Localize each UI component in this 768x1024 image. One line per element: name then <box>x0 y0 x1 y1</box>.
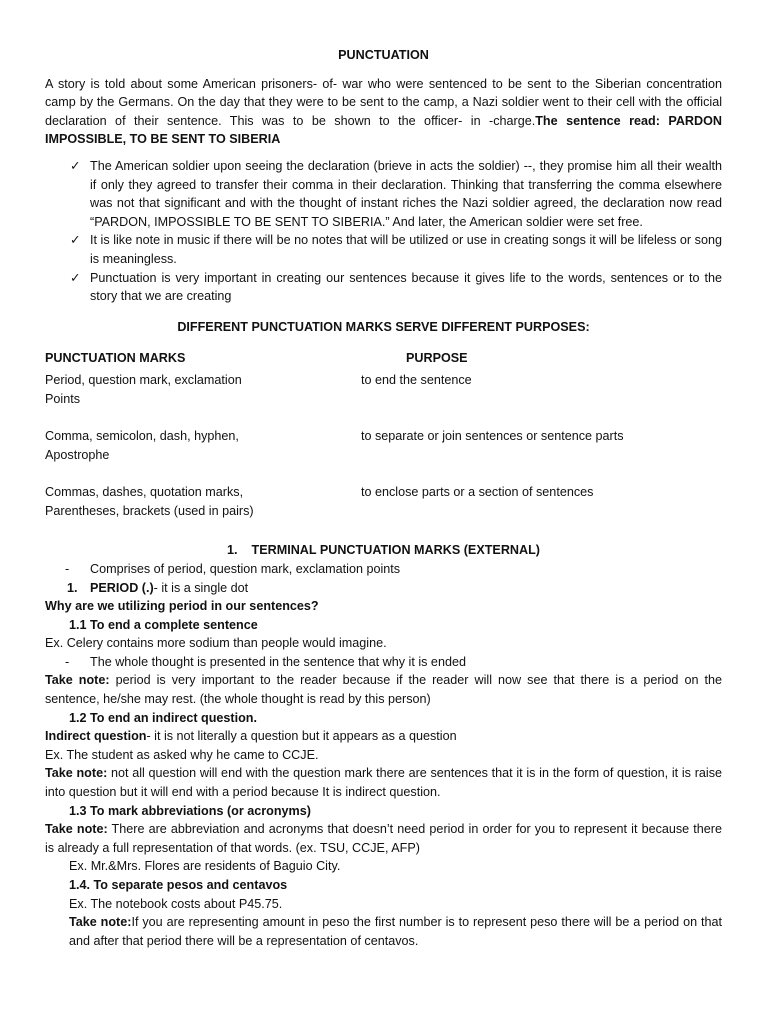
dash-item <box>45 653 722 672</box>
example-1: Ex. Celery contains more sodium than people would imagine. <box>45 636 387 651</box>
check-item-text: The American soldier upon seeing the declaration (brieve in acts the soldier) --, they promise him all their wealth if only they agreed to transfer their comma in their declaration. Thinking that transferring the comma elsewhere was not that significant and with the thought of instant riches the Nazi soldier agreed, the declaration now read “PARDON, IMPOSSIBLE TO BE SENT TO SIBERIA.” And later, the American soldier were set free. <box>90 158 722 229</box>
period-item <box>45 579 722 598</box>
check-item-text: It is like note in music if there will be no notes that will be utilized or use in creating songs it will be lifeless or song is meaningless. <box>90 233 722 266</box>
subheading: DIFFERENT PUNCTUATION MARKS SERVE DIFFERENT PURPOSES: <box>177 319 590 334</box>
take-note-3 <box>45 820 722 857</box>
subsection-1-4: 1.4. To separate pesos and centavos <box>69 878 288 892</box>
dash-bullet: - <box>65 654 70 669</box>
take-note-4 <box>45 913 722 950</box>
take-note-text: not all question will end with the question mark there are sentences that it is in the form of question, it is raise into question but it will end with a period because It is indirect question. <box>45 766 722 800</box>
check-item-text: Punctuation is very important in creating our sentences because it gives life to the words, sentences or to the story that we are creating <box>90 270 722 304</box>
check-list-item <box>45 231 722 268</box>
period-label: PERIOD (.) <box>90 580 154 595</box>
table-header-marks: PUNCTUATION MARKS <box>45 351 186 366</box>
table-header-purpose: PURPOSE <box>406 351 468 366</box>
table-cell-marks: Comma, semicolon, dash, hyphen, Apostrophe <box>45 429 239 462</box>
example-3: Ex. Mr.&Mrs. Flores are residents of Baguio City. <box>69 859 341 874</box>
check-list-item <box>45 157 722 231</box>
take-note-label: Take note: <box>45 766 108 781</box>
table-cell-marks: Period, question mark, exclamation Points <box>45 373 242 406</box>
indirect-question-def <box>45 727 722 746</box>
subsection-1-1: 1.1 To end a complete sentence <box>69 617 258 632</box>
example-4: Ex. The notebook costs about P45.75. <box>69 896 283 911</box>
table-cell-purpose: to separate or join sentences or sentence parts <box>361 429 624 444</box>
section-title <box>45 541 722 560</box>
subsection-1-3: 1.3 To mark abbreviations (or acronyms) <box>69 803 311 818</box>
section-number: 1. <box>227 543 238 558</box>
example-2: Ex. The student as asked why he came to CCJE. <box>45 747 319 762</box>
take-note-1 <box>45 671 722 708</box>
indirect-label: Indirect question <box>45 729 147 744</box>
table-row <box>45 371 722 427</box>
table-cell-purpose: to end the sentence <box>361 373 472 388</box>
take-note-text: period is very important to the reader because if the reader will now see that there is a period on the sentence, he/she may rest. (the whole thought is read by this person) <box>45 673 722 707</box>
section-title-text: TERMINAL PUNCTUATION MARKS (EXTERNAL) <box>251 543 540 558</box>
table-cell-purpose: to enclose parts or a section of sentences <box>361 485 594 500</box>
check-list-item <box>45 269 722 306</box>
document-page <box>45 46 722 950</box>
dash-item-text: The whole thought is presented in the sentence that why it is ended <box>90 654 466 669</box>
take-note-label: Take note: <box>45 822 108 837</box>
subsection-1-2: 1.2 To end an indirect question. <box>69 710 257 725</box>
table-cell-marks: Commas, dashes, quotation marks, Parentheses, brackets (used in pairs) <box>45 485 254 518</box>
item-number: 1. <box>67 580 78 595</box>
take-note-text: There are abbreviation and acronyms that doesn’t need period in order for you to represent it because there is already a full representation of that words. (ex. TSU, CCJE, AFP) <box>45 822 723 855</box>
table-row <box>45 483 722 539</box>
intro-paragraph <box>45 75 722 149</box>
punctuation-table <box>45 349 722 539</box>
checkmark-icon: ✓ <box>70 233 81 248</box>
checkmark-icon: ✓ <box>70 270 81 285</box>
dash-bullet: - <box>65 561 70 576</box>
page-title: PUNCTUATION <box>338 48 429 62</box>
intro-text: A story is told about some American prisoners- of- war who were sentenced to be sent to the Siberian concentration camp by the Germans. On the day that they were to be sent to the camp, a Nazi soldier went to their cell with the official declaration of their sentence. This was to be shown to the officer- in -charge. <box>45 76 722 128</box>
take-note-label: Take note: <box>45 673 110 688</box>
check-list <box>45 157 722 306</box>
dash-item <box>45 560 722 579</box>
dash-item-text: Comprises of period, question mark, exclamation points <box>90 561 401 576</box>
table-header-row <box>45 349 722 371</box>
take-note-label: Take note: <box>69 915 132 930</box>
period-desc: - it is a single dot <box>153 580 249 595</box>
take-note-2 <box>45 764 722 801</box>
take-note-text: If you are representing amount in peso the first number is to represent peso there will be a period on that and after that period there will be a representation of centavos. <box>69 915 722 948</box>
table-row <box>45 427 722 483</box>
why-question: Why are we utilizing period in our sentences? <box>45 599 319 614</box>
indirect-text: - it is not literally a question but it appears as a question <box>146 729 457 744</box>
checkmark-icon: ✓ <box>70 158 81 173</box>
intro-bold-text: The sentence read: PARDON IMPOSSIBLE, TO BE SENT TO SIBERIA <box>45 113 723 147</box>
